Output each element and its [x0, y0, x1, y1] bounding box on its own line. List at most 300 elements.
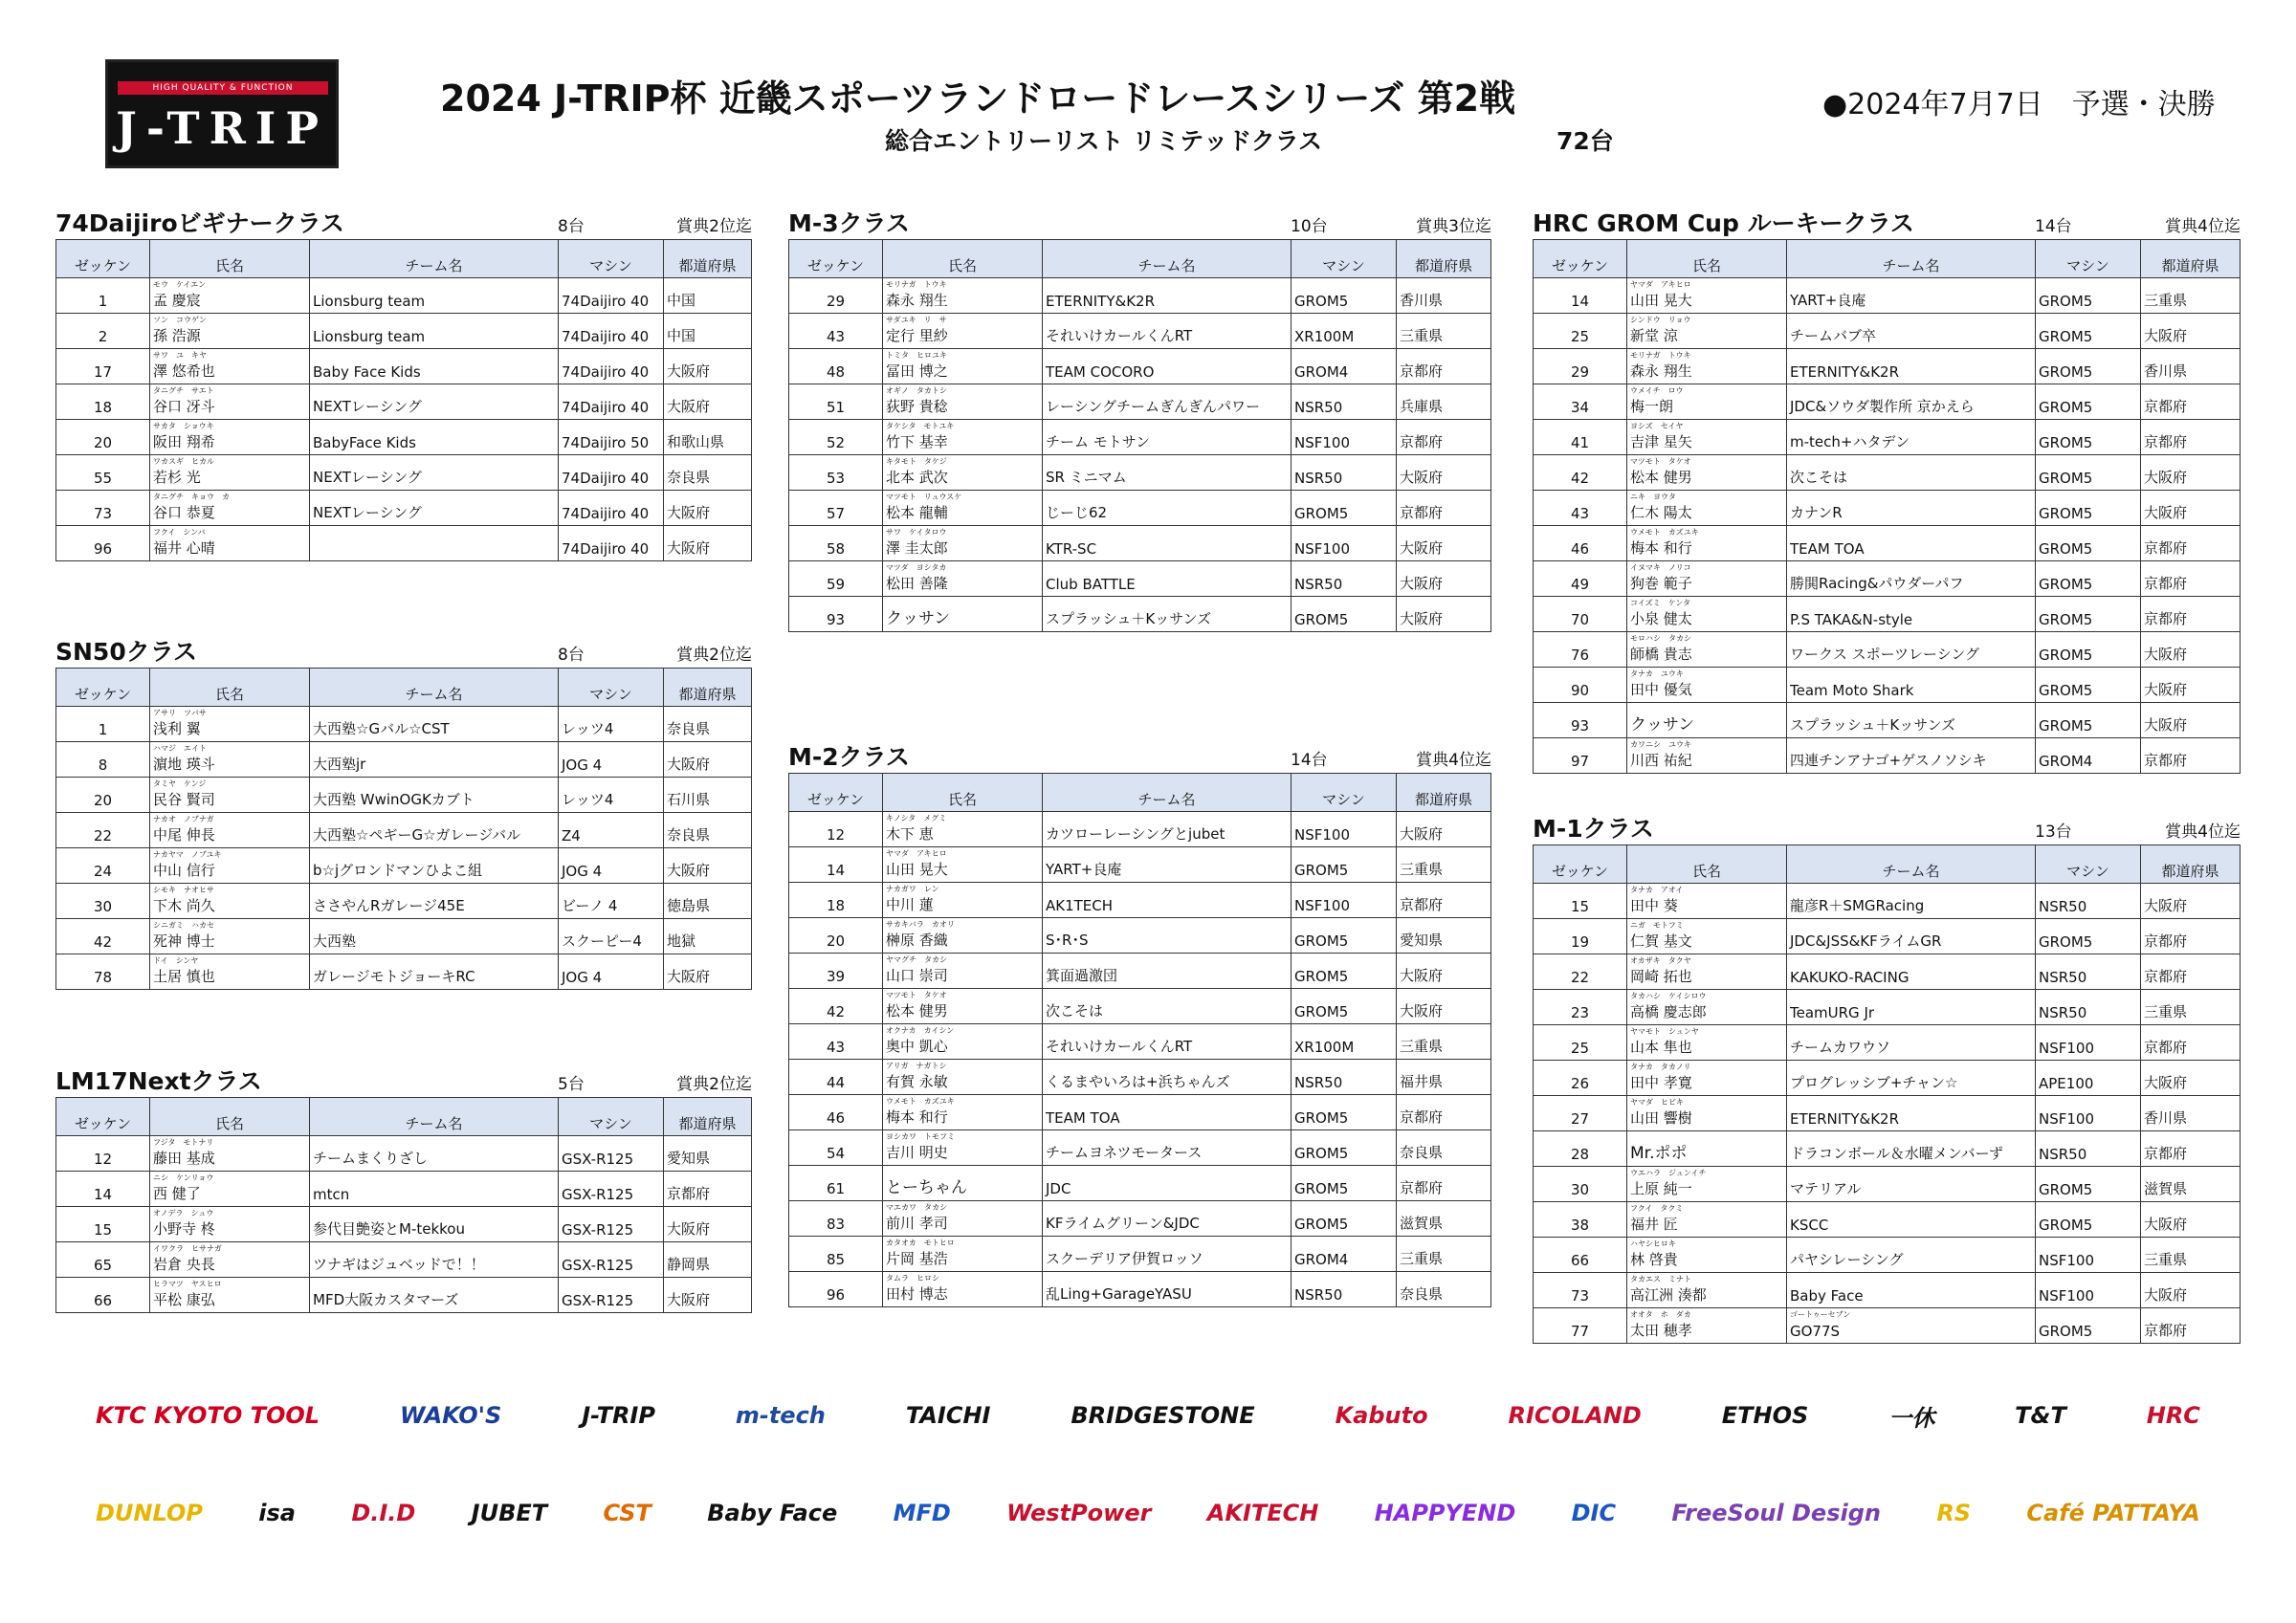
entry-number: 90 — [1534, 668, 1627, 703]
machine: GROM5 — [2036, 1308, 2141, 1344]
table-row — [1534, 597, 2241, 632]
class-header — [788, 210, 1491, 239]
machine: GROM5 — [2036, 1167, 2141, 1202]
rider-cell — [1627, 1061, 1787, 1096]
class-section — [788, 210, 1491, 632]
rider-cell — [150, 491, 310, 526]
team-name: チームカワウソ — [1790, 1039, 1891, 1056]
prefecture: 福井県 — [1397, 1060, 1491, 1095]
table-row — [56, 848, 752, 884]
rider-name: 阪田 翔希 — [153, 433, 215, 450]
team-name: チームヨネツモータース — [1046, 1144, 1203, 1161]
rider-name: 高江洲 湊都 — [1630, 1286, 1707, 1304]
rider-kana: カワニシ ユウキ — [1630, 740, 1691, 749]
class-section — [1533, 816, 2241, 1344]
table-row — [1534, 738, 2241, 774]
entry-number: 20 — [789, 918, 883, 954]
table-row — [789, 1130, 1491, 1166]
col-machine: マシン — [559, 1098, 664, 1136]
entry-table — [788, 773, 1491, 1307]
rider-name: 仁賀 基文 — [1630, 932, 1692, 950]
rider-cell — [883, 384, 1043, 420]
prefecture: 京都府 — [2141, 597, 2241, 632]
prefecture: 香川県 — [2141, 349, 2241, 384]
rider-name: 梅本 和行 — [886, 1108, 948, 1126]
rider-name: 有賀 永敏 — [886, 1073, 948, 1090]
class-prize: 賞典2位迄 — [676, 1075, 752, 1094]
entry-number: 54 — [789, 1130, 883, 1166]
table-row — [1534, 1061, 2241, 1096]
team-name: Team Moto Shark — [1790, 682, 1914, 699]
team-name: MFD大阪カスタマーズ — [313, 1291, 459, 1308]
machine: GROM5 — [1292, 597, 1397, 632]
table-row — [789, 847, 1491, 883]
entry-number: 26 — [1534, 1061, 1627, 1096]
prefecture: 大阪府 — [2141, 884, 2241, 919]
rider-name: 川西 祐紀 — [1630, 752, 1692, 769]
entry-number: 57 — [789, 491, 883, 526]
machine: GROM5 — [2036, 526, 2141, 561]
prefecture: 京都府 — [2141, 1025, 2241, 1061]
machine: JOG 4 — [559, 954, 664, 990]
team-cell — [1043, 526, 1292, 561]
team-name: チームバブ卒 — [1790, 327, 1877, 344]
sponsor-logo: JUBET — [471, 1500, 548, 1526]
rider-kana: タニグチ キョウ カ — [153, 493, 230, 501]
prefecture: 大阪府 — [664, 384, 752, 420]
machine: NSF100 — [1292, 883, 1397, 918]
prefecture: 三重県 — [1397, 314, 1491, 349]
col-machine: マシン — [1292, 774, 1397, 812]
machine: GROM5 — [2036, 668, 2141, 703]
table-row — [1534, 954, 2241, 990]
rider-name: 松本 健男 — [886, 1002, 948, 1020]
machine: GSX-R125 — [559, 1242, 664, 1278]
rider-cell — [883, 1024, 1043, 1060]
prefecture: 大阪府 — [1397, 561, 1491, 597]
total-count: 72台 — [1556, 127, 1614, 155]
rider-cell — [883, 812, 1043, 847]
rider-cell — [1627, 384, 1787, 420]
rider-name: 福井 心晴 — [153, 539, 215, 557]
entry-number: 23 — [1534, 990, 1627, 1025]
team-name: TeamURG Jr — [1790, 1004, 1875, 1021]
entry-table — [55, 668, 752, 990]
machine: GROM5 — [2036, 491, 2141, 526]
machine: GROM5 — [2036, 597, 2141, 632]
rider-name: 平松 康弘 — [153, 1291, 215, 1308]
rider-name: 片岡 基浩 — [886, 1250, 948, 1267]
machine: GROM5 — [1292, 1201, 1397, 1237]
sponsor-logo: HAPPYEND — [1374, 1500, 1516, 1526]
team-name: ワークス スポーツレーシング — [1790, 646, 1980, 663]
rider-name: 藤田 基成 — [153, 1150, 215, 1167]
team-cell — [1787, 1273, 2036, 1308]
rider-name: 太田 穂孝 — [1630, 1322, 1692, 1339]
team-cell — [1787, 1308, 2036, 1344]
rider-kana: マツモト タケオ — [886, 991, 947, 999]
team-cell — [1787, 738, 2036, 774]
rider-kana: オカザキ タクヤ — [1630, 956, 1691, 965]
entry-number: 97 — [1534, 738, 1627, 774]
class-prize: 賞典4位迄 — [2165, 217, 2241, 236]
rider-name: 山田 晃大 — [886, 861, 948, 878]
col-no: ゼッケン — [56, 669, 150, 707]
team-cell — [1043, 349, 1292, 384]
team-name: 四連チンアナゴ+ゲスノソシキ — [1790, 752, 1987, 769]
rider-name: 荻野 貴稔 — [886, 398, 948, 415]
entry-number: 1 — [56, 707, 150, 742]
machine: NSR50 — [2036, 884, 2141, 919]
entry-number: 18 — [789, 883, 883, 918]
table-row — [1534, 1202, 2241, 1238]
rider-cell — [150, 1242, 310, 1278]
class-header — [55, 1068, 752, 1097]
machine: XR100M — [1292, 314, 1397, 349]
entry-table — [55, 1097, 752, 1313]
rider-name: 中山 信行 — [153, 862, 215, 879]
machine: GROM4 — [1292, 349, 1397, 384]
rider-name: 中尾 伸長 — [153, 826, 215, 844]
team-name: YART+良庵 — [1790, 292, 1866, 309]
class-name: M-3クラス — [788, 209, 910, 237]
prefecture: 京都府 — [2141, 384, 2241, 420]
rider-name: 木下 恵 — [886, 825, 934, 843]
prefecture: 滋賀県 — [1397, 1201, 1491, 1237]
rider-kana: ウエハラ ジュンイチ — [1630, 1169, 1707, 1177]
col-name: 氏名 — [150, 1098, 310, 1136]
table-row — [789, 883, 1491, 918]
rider-cell — [1627, 455, 1787, 491]
rider-kana: ニキ ヨウタ — [1630, 493, 1676, 501]
prefecture: 三重県 — [2141, 990, 2241, 1025]
team-cell — [1787, 954, 2036, 990]
team-cell — [310, 1207, 559, 1242]
rider-name: 梅本 和行 — [1630, 539, 1692, 557]
team-name: JDC&JSS&KFライムGR — [1790, 932, 1942, 950]
entry-number: 14 — [1534, 278, 1627, 314]
machine: NSF100 — [2036, 1096, 2141, 1131]
table-header — [56, 1098, 752, 1136]
sponsor-logo: KTC KYOTO TOOL — [96, 1402, 320, 1429]
team-name: NEXTレーシング — [313, 398, 422, 415]
machine: スクーピー4 — [559, 919, 664, 954]
entry-number: 46 — [789, 1095, 883, 1130]
rider-cell — [1627, 278, 1787, 314]
entry-number: 38 — [1534, 1202, 1627, 1238]
machine: JOG 4 — [559, 742, 664, 778]
prefecture: 京都府 — [2141, 919, 2241, 954]
rider-name: 下木 尚久 — [153, 897, 215, 914]
rider-cell — [883, 455, 1043, 491]
rider-kana: タナカ タカノリ — [1630, 1063, 1691, 1071]
entry-number: 41 — [1534, 420, 1627, 455]
entry-table — [55, 239, 752, 561]
team-cell — [1043, 1095, 1292, 1130]
col-team: チーム名 — [310, 240, 559, 278]
entry-number: 96 — [789, 1272, 883, 1307]
prefecture: 大阪府 — [2141, 703, 2241, 738]
rider-kana: ニシ ケンリョウ — [153, 1173, 214, 1182]
entry-number: 25 — [1534, 314, 1627, 349]
table-header — [56, 240, 752, 278]
machine: GROM5 — [1292, 278, 1397, 314]
rider-name: 中川 蓮 — [886, 896, 934, 913]
team-cell — [1043, 491, 1292, 526]
table-row — [789, 1237, 1491, 1272]
table-row — [789, 1201, 1491, 1237]
table-row — [789, 384, 1491, 420]
rider-kana: サワ ケイタロウ — [886, 528, 947, 537]
rider-cell — [1627, 1025, 1787, 1061]
machine: NSF100 — [1292, 420, 1397, 455]
rider-kana: シニガミ ハカセ — [153, 921, 214, 930]
prefecture: 京都府 — [1397, 883, 1491, 918]
rider-cell — [150, 314, 310, 349]
team-cell — [1787, 1238, 2036, 1273]
prefecture: 大阪府 — [664, 349, 752, 384]
rider-cell — [150, 526, 310, 561]
table-row — [1534, 349, 2241, 384]
table-row — [56, 384, 752, 420]
table-row — [789, 1024, 1491, 1060]
team-cell — [1043, 1166, 1292, 1201]
prefecture: 大阪府 — [664, 954, 752, 990]
rider-cell — [150, 848, 310, 884]
rider-name: 松本 健男 — [1630, 469, 1692, 486]
entry-number: 14 — [789, 847, 883, 883]
sponsor-logo: D.I.D — [351, 1500, 416, 1526]
prefecture: 大阪府 — [1397, 597, 1491, 632]
machine: NSR50 — [1292, 1060, 1397, 1095]
rider-name: 森永 翔生 — [886, 292, 948, 309]
team-name: YART+良庵 — [1046, 861, 1122, 878]
machine: GROM5 — [1292, 954, 1397, 989]
entry-table — [788, 239, 1491, 632]
logo-text: J-TRIP — [116, 102, 328, 154]
team-name: NEXTレーシング — [313, 469, 422, 486]
sponsor-row-2 — [96, 1475, 2200, 1551]
rider-kana: ヤマモト シュンヤ — [1630, 1027, 1699, 1036]
col-no: ゼッケン — [1534, 845, 1627, 884]
table-row — [789, 1272, 1491, 1307]
rider-name: 森永 翔生 — [1630, 362, 1692, 380]
machine: GROM5 — [2036, 1202, 2141, 1238]
rider-kana: ヤマダ アキヒロ — [886, 849, 947, 858]
prefecture: 地獄 — [664, 919, 752, 954]
table-header — [56, 669, 752, 707]
rider-kana: ワカスギ ヒカル — [153, 457, 214, 466]
team-cell — [1043, 1272, 1292, 1307]
prefecture: 京都府 — [2141, 420, 2241, 455]
table-row — [56, 742, 752, 778]
prefecture: 大阪府 — [1397, 526, 1491, 561]
team-cell — [310, 848, 559, 884]
table-row — [56, 1207, 752, 1242]
table-row — [1534, 491, 2241, 526]
table-row — [1534, 703, 2241, 738]
prefecture: 大阪府 — [1397, 455, 1491, 491]
entry-number: 42 — [56, 919, 150, 954]
rider-kana: フクイ シンバ — [153, 528, 206, 537]
rider-cell — [150, 455, 310, 491]
prefecture: 京都府 — [2141, 561, 2241, 597]
team-name: P.S TAKA&N-style — [1790, 611, 1913, 628]
col-machine: マシン — [2036, 240, 2141, 278]
rider-cell — [150, 707, 310, 742]
team-name: スプラッシュ＋Kッサンズ — [1046, 610, 1212, 627]
entry-number: 2 — [56, 314, 150, 349]
table-row — [56, 778, 752, 813]
team-cell — [310, 954, 559, 990]
rider-kana: マエカワ タカシ — [886, 1203, 947, 1212]
entry-number: 34 — [1534, 384, 1627, 420]
team-cell — [1043, 1024, 1292, 1060]
rider-cell — [1627, 1131, 1787, 1167]
team-cell — [1787, 1061, 2036, 1096]
prefecture: 大阪府 — [2141, 1273, 2241, 1308]
team-name: 大西塾 WwinOGKカブト — [313, 791, 475, 808]
prefecture: 京都府 — [2141, 526, 2241, 561]
rider-kana: カタオカ モトヒロ — [886, 1239, 955, 1247]
prefecture: 愛知県 — [1397, 918, 1491, 954]
team-cell — [1787, 1025, 2036, 1061]
rider-cell — [1627, 349, 1787, 384]
team-name: それいけカールくんRT — [1046, 1038, 1193, 1055]
col-name: 氏名 — [150, 669, 310, 707]
machine: GSX-R125 — [559, 1136, 664, 1172]
rider-cell — [150, 278, 310, 314]
table-row — [1534, 420, 2241, 455]
team-name: ETERNITY&K2R — [1790, 363, 1900, 381]
page-title: 2024 J-TRIP杯 近畿スポーツランドロードレースシリーズ 第2戦 — [440, 77, 1516, 120]
rider-cell — [1627, 1167, 1787, 1202]
machine: 74Daijiro 40 — [559, 349, 664, 384]
machine: NSF100 — [2036, 1025, 2141, 1061]
team-cell — [1787, 1096, 2036, 1131]
rider-cell — [1627, 884, 1787, 919]
table-row — [1534, 278, 2241, 314]
team-name: レーシングチームぎんぎんパワー — [1046, 398, 1261, 415]
prefecture: 大阪府 — [664, 848, 752, 884]
table-row — [1534, 632, 2241, 668]
table-row — [789, 597, 1491, 632]
team-cell — [1043, 989, 1292, 1024]
prefecture: 大阪府 — [2141, 455, 2241, 491]
rider-name: 冨田 博之 — [886, 362, 948, 380]
rider-kana: オギノ タカトシ — [886, 386, 947, 395]
rider-cell — [883, 420, 1043, 455]
rider-cell — [883, 597, 1043, 632]
table-row — [56, 1242, 752, 1278]
table-row — [789, 526, 1491, 561]
team-cell — [1787, 703, 2036, 738]
rider-cell — [1627, 1096, 1787, 1131]
rider-name: Mr.ポポ — [1630, 1144, 1688, 1163]
entry-number: 30 — [1534, 1167, 1627, 1202]
class-header — [55, 639, 752, 668]
rider-cell — [1627, 1308, 1787, 1344]
col-machine: マシン — [1292, 240, 1397, 278]
rider-kana: タムラ ヒロシ — [886, 1274, 939, 1283]
col-pref: 都道府県 — [1397, 774, 1491, 812]
rider-cell — [1627, 1202, 1787, 1238]
rider-cell — [883, 278, 1043, 314]
class-prize: 賞典3位迄 — [1416, 217, 1491, 236]
team-name: スクーデリア伊賀ロッソ — [1046, 1250, 1203, 1267]
entry-number: 25 — [1534, 1025, 1627, 1061]
table-row — [789, 314, 1491, 349]
rider-name: 澤 圭太郎 — [886, 539, 948, 557]
team-name: 参代目艶姿とM-tekkou — [313, 1220, 465, 1238]
entry-number: 70 — [1534, 597, 1627, 632]
rider-cell — [1627, 668, 1787, 703]
col-name: 氏名 — [883, 240, 1043, 278]
machine: GROM5 — [1292, 491, 1397, 526]
team-cell — [310, 884, 559, 919]
rider-cell — [883, 1060, 1043, 1095]
entry-number: 15 — [56, 1207, 150, 1242]
team-cell — [1787, 561, 2036, 597]
table-header — [1534, 845, 2241, 884]
team-cell — [1787, 314, 2036, 349]
rider-name: 山田 響樹 — [1630, 1109, 1692, 1127]
sponsor-logo: BRIDGESTONE — [1071, 1402, 1255, 1429]
rider-cell — [883, 1237, 1043, 1272]
prefecture: 三重県 — [1397, 1237, 1491, 1272]
class-name: SN50クラス — [55, 638, 197, 666]
team-cell — [310, 1278, 559, 1313]
entry-number: 22 — [56, 813, 150, 848]
entry-number: 76 — [1534, 632, 1627, 668]
sponsor-logo: Baby Face — [707, 1500, 838, 1526]
sponsor-logo: RS — [1936, 1500, 1972, 1526]
rider-kana: ハヤシヒロキ — [1630, 1239, 1676, 1248]
team-name: 次こそは — [1790, 469, 1848, 486]
team-cell — [1787, 384, 2036, 420]
team-name: KSCC — [1790, 1217, 1829, 1234]
rider-name: 松本 龍輔 — [886, 504, 948, 521]
entry-number: 43 — [789, 314, 883, 349]
team-cell — [310, 278, 559, 314]
team-cell — [1043, 561, 1292, 597]
class-name: HRC GROM Cup ルーキークラス — [1533, 209, 1914, 237]
rider-cell — [1627, 314, 1787, 349]
team-cell — [310, 1242, 559, 1278]
prefecture: 京都府 — [1397, 1095, 1491, 1130]
col-team: チーム名 — [1043, 240, 1292, 278]
table-row — [789, 918, 1491, 954]
sponsor-logo: CST — [603, 1500, 651, 1526]
rider-kana: ウメモト カズユキ — [1630, 528, 1699, 537]
team-cell — [310, 813, 559, 848]
entry-number: 83 — [789, 1201, 883, 1237]
rider-name: 前川 孝司 — [886, 1215, 948, 1232]
col-no: ゼッケン — [789, 240, 883, 278]
entry-number: 17 — [56, 349, 150, 384]
prefecture: 京都府 — [2141, 954, 2241, 990]
class-count: 10台 — [1291, 217, 1328, 236]
rider-kana: ナカオ ノブナガ — [153, 815, 214, 823]
team-name: 乱Ling+GarageYASU — [1046, 1285, 1192, 1303]
rider-cell — [1627, 1273, 1787, 1308]
table-row — [1534, 561, 2241, 597]
team-name: カナンR — [1790, 504, 1843, 521]
machine: GSX-R125 — [559, 1278, 664, 1313]
entry-table — [1533, 239, 2241, 774]
machine: NSR50 — [2036, 990, 2141, 1025]
team-cell — [1043, 847, 1292, 883]
